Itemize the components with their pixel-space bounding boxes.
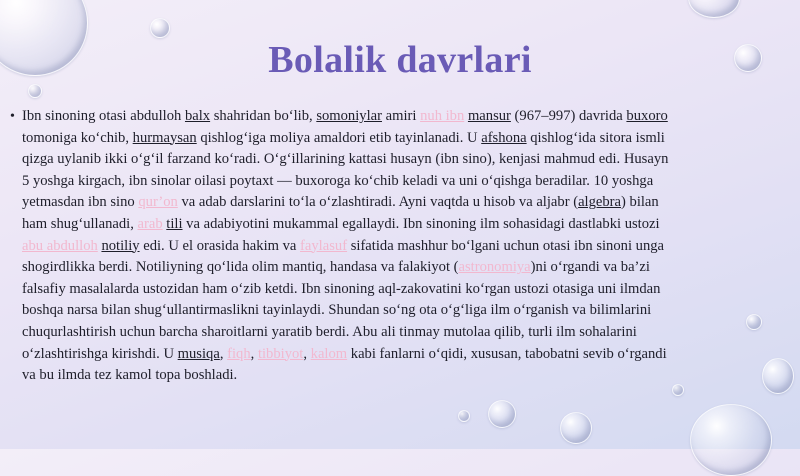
bubble-decoration bbox=[746, 314, 762, 330]
faded-wiki-link[interactable]: kalom bbox=[310, 345, 348, 362]
bubble-decoration bbox=[458, 410, 470, 422]
paragraph-text: va adabiyotini mukammal egallaydi. Ibn sinoning ilm sohasidagi dastlabki ustozi bbox=[182, 215, 660, 232]
wiki-link[interactable]: hurmaysan bbox=[132, 129, 197, 146]
paragraph-text: va adab darslarini to‘la o‘zlashtiradi. Ayni vaqtda u hisob va aljabr ( bbox=[177, 194, 579, 211]
faded-wiki-link[interactable]: tibbiyot bbox=[257, 345, 304, 362]
faded-wiki-link[interactable]: faylasuf bbox=[300, 237, 348, 254]
wiki-link[interactable]: algebra bbox=[578, 194, 622, 211]
wiki-link[interactable]: musiqa bbox=[177, 345, 220, 362]
bubble-decoration bbox=[688, 0, 740, 18]
faded-wiki-link[interactable]: arab bbox=[137, 215, 163, 232]
wiki-link[interactable]: afshona bbox=[481, 129, 527, 146]
wiki-link[interactable]: tili bbox=[166, 215, 183, 232]
paragraph-text: shahridan bo‘lib, bbox=[210, 108, 317, 124]
paragraph-text: kabi fanlarni o‘qidi, xususan, tabobatni sevib o‘rgandi va bu ilmda tez kamol topa boshladi. bbox=[22, 345, 667, 384]
paragraph-text: sifatida mashhur bo‘lgani uchun otasi ibn sinoni unga shogirdlikka berdi. Notiliyning qo‘lida olim mantiq, handasa va falakiyot ( bbox=[22, 237, 665, 276]
bubble-decoration bbox=[762, 358, 794, 394]
slide-body bbox=[10, 106, 678, 387]
wiki-link[interactable]: mansur bbox=[467, 108, 511, 124]
bubble-decoration bbox=[560, 412, 592, 444]
paragraph-text: tomoniga ko‘chib, bbox=[22, 129, 133, 146]
wiki-link[interactable]: notiliy bbox=[101, 237, 140, 254]
paragraph-text: qishlog‘ida sitora ismli qizga uylanib ikki o‘g‘il farzand ko‘radi. O‘g‘illarining kattasi husayn (ibn sino), kenjasi mahmud edi. Husayn 5 yoshga kirgach, ibn sinolar oilasi poytaxt — buxoroga ko‘chib keladi va uni o‘qishga beradilar. 10 yoshga yetmasdan ibn sino bbox=[22, 129, 669, 211]
bubble-decoration bbox=[488, 400, 516, 428]
bubble-decoration bbox=[690, 404, 772, 476]
wiki-link[interactable]: buxoro bbox=[626, 108, 668, 124]
bullet-marker: • bbox=[10, 109, 15, 124]
wiki-link[interactable]: balx bbox=[184, 108, 211, 124]
paragraph-text: , bbox=[250, 345, 258, 362]
paragraph-text: , bbox=[303, 345, 311, 362]
faded-wiki-link[interactable]: qur’on bbox=[138, 194, 178, 211]
faded-wiki-link[interactable]: fiqh bbox=[227, 345, 251, 362]
faded-wiki-link[interactable]: abu abdulloh bbox=[22, 237, 98, 254]
body-paragraph bbox=[22, 106, 678, 387]
paragraph-text: )ni o‘rgandi va ba’zi falsafiy masalalarda ustozidan ham o‘zib ketdi. Ibn sinoning aql-zakovatini ko‘rgan ustozi otasiga uni ilmdan boshqa narsa bilan shug‘ullantirmaslikni tayinlaydi. Shundan so‘ng ota o‘g‘liga ilm o‘rganish va bilimlarini chuqurlashtirish uchun barcha sharoitlarni yaratib berdi. Abu ali tinmay mutolaa qilib, turli ilm sohalarini o‘zlashtirishga kirishdi. U bbox=[22, 259, 661, 362]
paragraph-text: ) bilan ham shug‘ullanadi, bbox=[22, 194, 659, 232]
wiki-link[interactable]: somoniylar bbox=[316, 108, 382, 124]
slide-title: Bolalik davrlari bbox=[268, 39, 532, 81]
paragraph-text: Ibn sinoning otasi abdulloh bbox=[22, 108, 185, 124]
paragraph-text: edi. U el orasida hakim va bbox=[139, 237, 301, 254]
faded-wiki-link[interactable]: astronomiya bbox=[458, 259, 531, 276]
paragraph-text: amiri bbox=[381, 108, 421, 124]
paragraph-text: qishlog‘iga moliya amaldori etib tayinlanadi. U bbox=[196, 129, 482, 146]
paragraph-text: , bbox=[219, 345, 228, 362]
bubble-decoration bbox=[150, 18, 170, 38]
faded-wiki-link[interactable]: nuh ibn bbox=[420, 108, 465, 124]
bubble-decoration bbox=[28, 84, 42, 98]
paragraph-text: (967–997) davrida bbox=[510, 108, 627, 124]
